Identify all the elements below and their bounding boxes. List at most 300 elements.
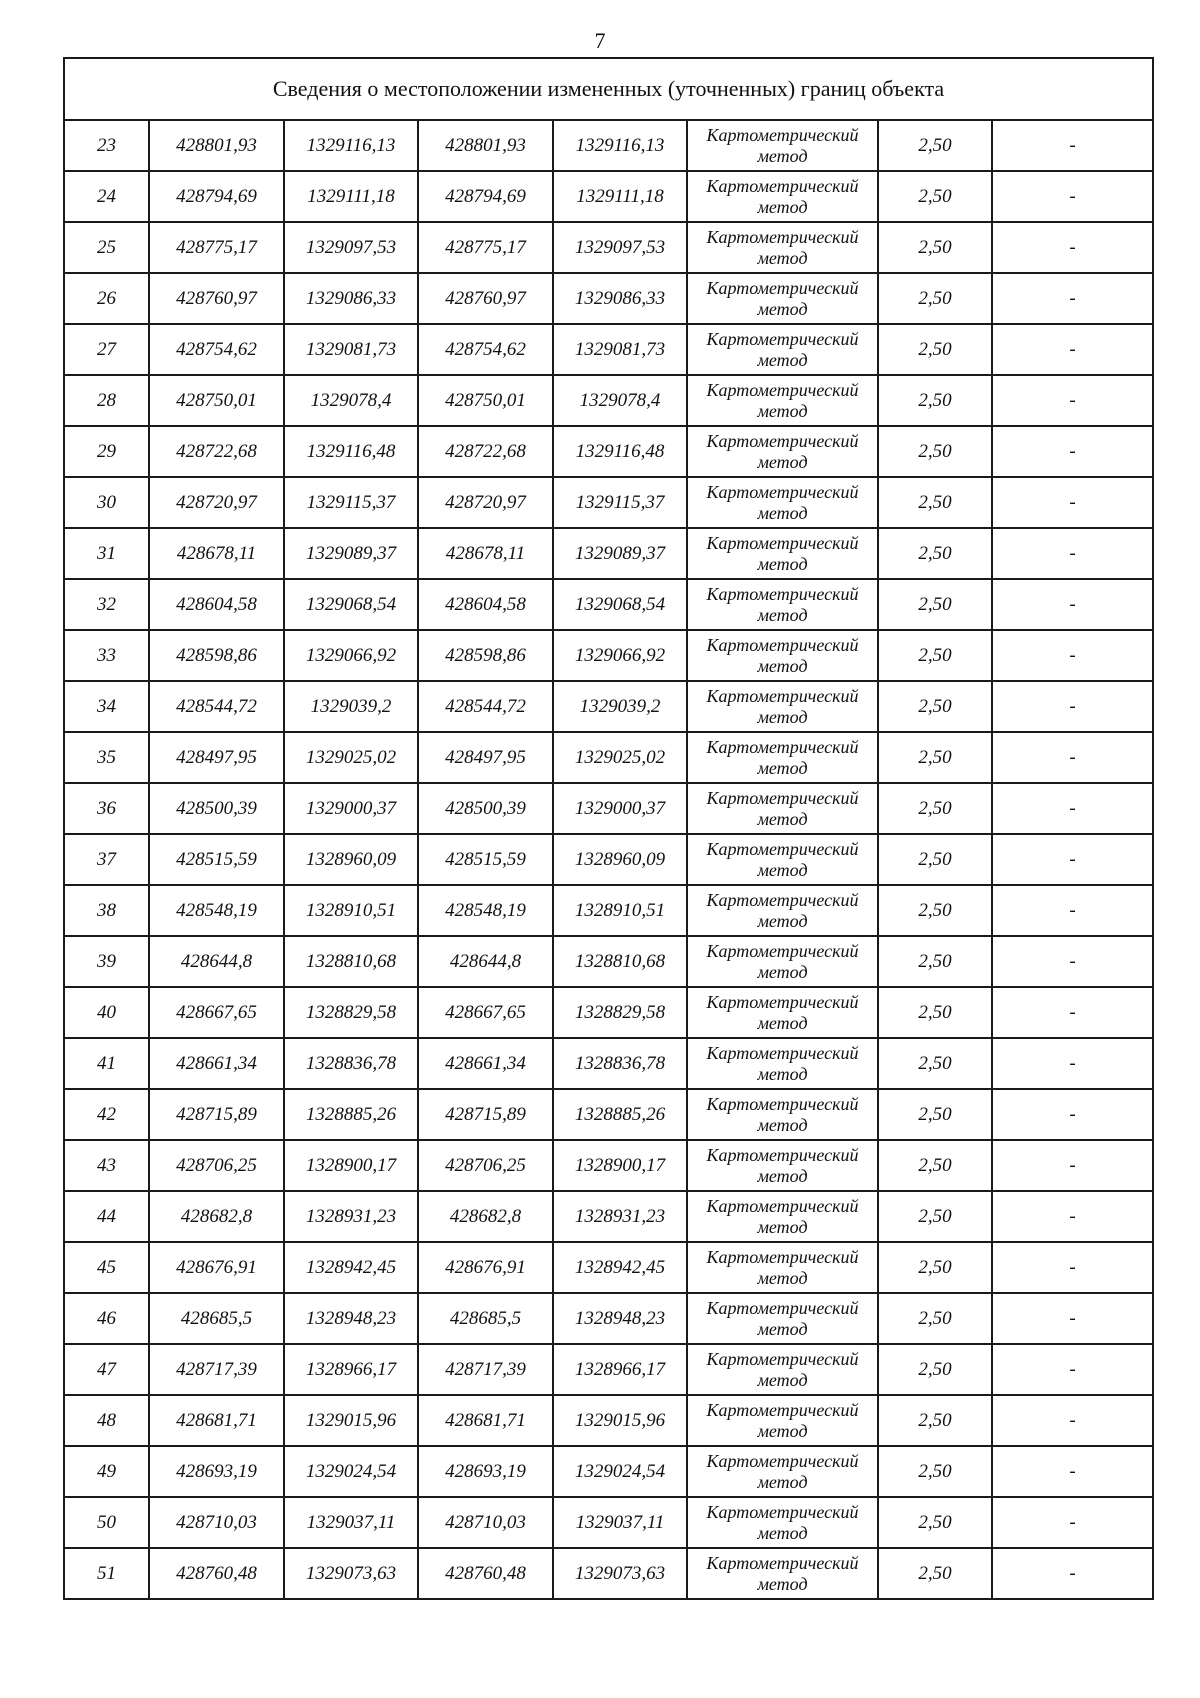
existing-y-cell: 1329097,53 bbox=[284, 222, 418, 273]
table-row bbox=[64, 1242, 1153, 1293]
note-cell: - bbox=[992, 528, 1153, 579]
note-cell: - bbox=[992, 630, 1153, 681]
table-title: Сведения о местоположении измененных (уточненных) границ объекта bbox=[64, 58, 1153, 120]
existing-x-cell: 428717,39 bbox=[149, 1344, 284, 1395]
note-cell: - bbox=[992, 477, 1153, 528]
new-x-cell: 428681,71 bbox=[418, 1395, 553, 1446]
existing-y-cell: 1328885,26 bbox=[284, 1089, 418, 1140]
existing-x-cell: 428710,03 bbox=[149, 1497, 284, 1548]
new-x-cell: 428676,91 bbox=[418, 1242, 553, 1293]
accuracy-cell: 2,50 bbox=[878, 222, 992, 273]
new-x-cell: 428667,65 bbox=[418, 987, 553, 1038]
new-x-cell: 428717,39 bbox=[418, 1344, 553, 1395]
new-x-cell: 428678,11 bbox=[418, 528, 553, 579]
note-cell: - bbox=[992, 120, 1153, 171]
accuracy-cell: 2,50 bbox=[878, 1497, 992, 1548]
new-x-cell: 428544,72 bbox=[418, 681, 553, 732]
method-cell bbox=[687, 834, 878, 885]
existing-y-cell: 1328931,23 bbox=[284, 1191, 418, 1242]
table-row bbox=[64, 579, 1153, 630]
note-cell: - bbox=[992, 783, 1153, 834]
new-x-cell: 428760,97 bbox=[418, 273, 553, 324]
accuracy-cell: 2,50 bbox=[878, 1293, 992, 1344]
accuracy-cell: 2,50 bbox=[878, 885, 992, 936]
existing-x-cell: 428754,62 bbox=[149, 324, 284, 375]
existing-x-cell: 428722,68 bbox=[149, 426, 284, 477]
existing-x-cell: 428678,11 bbox=[149, 528, 284, 579]
table-row bbox=[64, 885, 1153, 936]
method-text: Картометрический bbox=[706, 1552, 859, 1573]
method-text: Картометрический bbox=[706, 1297, 859, 1318]
table-header-row bbox=[64, 58, 1153, 120]
new-y-cell: 1329111,18 bbox=[553, 171, 687, 222]
new-y-cell: 1328900,17 bbox=[553, 1140, 687, 1191]
method-cell bbox=[687, 1242, 878, 1293]
note-cell: - bbox=[992, 324, 1153, 375]
method-text: метод bbox=[757, 706, 808, 727]
new-x-cell: 428598,86 bbox=[418, 630, 553, 681]
new-x-cell: 428720,97 bbox=[418, 477, 553, 528]
note-cell: - bbox=[992, 426, 1153, 477]
method-text: метод bbox=[757, 502, 808, 523]
new-x-cell: 428722,68 bbox=[418, 426, 553, 477]
existing-y-cell: 1329115,37 bbox=[284, 477, 418, 528]
table-row bbox=[64, 1548, 1153, 1599]
note-cell: - bbox=[992, 1344, 1153, 1395]
note-cell: - bbox=[992, 375, 1153, 426]
table-row bbox=[64, 528, 1153, 579]
table-row bbox=[64, 120, 1153, 171]
note-cell: - bbox=[992, 987, 1153, 1038]
table-body bbox=[64, 120, 1153, 1599]
existing-y-cell: 1329066,92 bbox=[284, 630, 418, 681]
new-y-cell: 1329081,73 bbox=[553, 324, 687, 375]
method-text: метод bbox=[757, 451, 808, 472]
table-row bbox=[64, 834, 1153, 885]
existing-y-cell: 1329073,63 bbox=[284, 1548, 418, 1599]
point-number-cell: 34 bbox=[64, 681, 149, 732]
method-text: метод bbox=[757, 196, 808, 217]
method-cell bbox=[687, 324, 878, 375]
method-text: метод bbox=[757, 859, 808, 880]
point-number-cell: 45 bbox=[64, 1242, 149, 1293]
existing-x-cell: 428515,59 bbox=[149, 834, 284, 885]
table-row bbox=[64, 936, 1153, 987]
note-cell: - bbox=[992, 834, 1153, 885]
existing-y-cell: 1329086,33 bbox=[284, 273, 418, 324]
method-text: метод bbox=[757, 1573, 808, 1594]
existing-y-cell: 1329089,37 bbox=[284, 528, 418, 579]
method-cell bbox=[687, 681, 878, 732]
existing-x-cell: 428720,97 bbox=[149, 477, 284, 528]
method-cell bbox=[687, 1344, 878, 1395]
method-text: Картометрический bbox=[706, 532, 859, 553]
existing-y-cell: 1329037,11 bbox=[284, 1497, 418, 1548]
new-x-cell: 428497,95 bbox=[418, 732, 553, 783]
new-y-cell: 1329116,48 bbox=[553, 426, 687, 477]
method-text: Картометрический bbox=[706, 1399, 859, 1420]
existing-x-cell: 428775,17 bbox=[149, 222, 284, 273]
table-row bbox=[64, 426, 1153, 477]
new-y-cell: 1329066,92 bbox=[553, 630, 687, 681]
existing-x-cell: 428661,34 bbox=[149, 1038, 284, 1089]
accuracy-cell: 2,50 bbox=[878, 1140, 992, 1191]
existing-x-cell: 428548,19 bbox=[149, 885, 284, 936]
note-cell: - bbox=[992, 1242, 1153, 1293]
table-row bbox=[64, 681, 1153, 732]
method-text: метод bbox=[757, 1063, 808, 1084]
point-number-cell: 42 bbox=[64, 1089, 149, 1140]
new-x-cell: 428682,8 bbox=[418, 1191, 553, 1242]
accuracy-cell: 2,50 bbox=[878, 630, 992, 681]
new-x-cell: 428685,5 bbox=[418, 1293, 553, 1344]
new-x-cell: 428710,03 bbox=[418, 1497, 553, 1548]
method-text: Картометрический bbox=[706, 328, 859, 349]
point-number-cell: 41 bbox=[64, 1038, 149, 1089]
accuracy-cell: 2,50 bbox=[878, 681, 992, 732]
point-number-cell: 26 bbox=[64, 273, 149, 324]
method-text: Картометрический bbox=[706, 1501, 859, 1522]
accuracy-cell: 2,50 bbox=[878, 477, 992, 528]
existing-y-cell: 1329081,73 bbox=[284, 324, 418, 375]
method-text: Картометрический bbox=[706, 736, 859, 757]
table-row bbox=[64, 1038, 1153, 1089]
method-text: метод bbox=[757, 808, 808, 829]
method-text: Картометрический bbox=[706, 430, 859, 451]
method-cell bbox=[687, 936, 878, 987]
method-cell bbox=[687, 375, 878, 426]
new-y-cell: 1328910,51 bbox=[553, 885, 687, 936]
new-y-cell: 1328942,45 bbox=[553, 1242, 687, 1293]
point-number-cell: 28 bbox=[64, 375, 149, 426]
accuracy-cell: 2,50 bbox=[878, 120, 992, 171]
table-row bbox=[64, 1140, 1153, 1191]
accuracy-cell: 2,50 bbox=[878, 1446, 992, 1497]
point-number-cell: 46 bbox=[64, 1293, 149, 1344]
existing-x-cell: 428760,97 bbox=[149, 273, 284, 324]
method-text: метод bbox=[757, 910, 808, 931]
existing-x-cell: 428750,01 bbox=[149, 375, 284, 426]
method-cell bbox=[687, 1293, 878, 1344]
new-x-cell: 428794,69 bbox=[418, 171, 553, 222]
existing-x-cell: 428693,19 bbox=[149, 1446, 284, 1497]
method-text: метод bbox=[757, 400, 808, 421]
existing-y-cell: 1328960,09 bbox=[284, 834, 418, 885]
note-cell: - bbox=[992, 732, 1153, 783]
accuracy-cell: 2,50 bbox=[878, 1038, 992, 1089]
method-cell bbox=[687, 171, 878, 222]
existing-y-cell: 1329039,2 bbox=[284, 681, 418, 732]
method-cell bbox=[687, 987, 878, 1038]
method-cell bbox=[687, 1038, 878, 1089]
existing-x-cell: 428497,95 bbox=[149, 732, 284, 783]
method-cell bbox=[687, 1191, 878, 1242]
method-text: метод bbox=[757, 1318, 808, 1339]
method-cell bbox=[687, 1395, 878, 1446]
new-y-cell: 1328960,09 bbox=[553, 834, 687, 885]
method-cell bbox=[687, 1497, 878, 1548]
new-x-cell: 428693,19 bbox=[418, 1446, 553, 1497]
existing-y-cell: 1328966,17 bbox=[284, 1344, 418, 1395]
method-text: Картометрический bbox=[706, 379, 859, 400]
note-cell: - bbox=[992, 222, 1153, 273]
method-text: Картометрический bbox=[706, 124, 859, 145]
existing-y-cell: 1328942,45 bbox=[284, 1242, 418, 1293]
new-y-cell: 1329115,37 bbox=[553, 477, 687, 528]
new-y-cell: 1328810,68 bbox=[553, 936, 687, 987]
existing-x-cell: 428794,69 bbox=[149, 171, 284, 222]
point-number-cell: 33 bbox=[64, 630, 149, 681]
note-cell: - bbox=[992, 936, 1153, 987]
new-y-cell: 1328948,23 bbox=[553, 1293, 687, 1344]
new-x-cell: 428644,8 bbox=[418, 936, 553, 987]
method-text: метод bbox=[757, 1420, 808, 1441]
new-y-cell: 1329078,4 bbox=[553, 375, 687, 426]
existing-x-cell: 428544,72 bbox=[149, 681, 284, 732]
point-number-cell: 48 bbox=[64, 1395, 149, 1446]
method-text: Картометрический bbox=[706, 481, 859, 502]
method-text: метод bbox=[757, 1267, 808, 1288]
method-text: метод bbox=[757, 1522, 808, 1543]
existing-x-cell: 428706,25 bbox=[149, 1140, 284, 1191]
method-cell bbox=[687, 1446, 878, 1497]
accuracy-cell: 2,50 bbox=[878, 987, 992, 1038]
method-cell bbox=[687, 273, 878, 324]
method-cell bbox=[687, 477, 878, 528]
new-y-cell: 1329037,11 bbox=[553, 1497, 687, 1548]
accuracy-cell: 2,50 bbox=[878, 783, 992, 834]
table-row bbox=[64, 1089, 1153, 1140]
new-y-cell: 1329000,37 bbox=[553, 783, 687, 834]
boundary-coordinates-table bbox=[63, 57, 1154, 1600]
method-text: Картометрический bbox=[706, 1042, 859, 1063]
method-text: метод bbox=[757, 1369, 808, 1390]
note-cell: - bbox=[992, 171, 1153, 222]
accuracy-cell: 2,50 bbox=[878, 375, 992, 426]
table-row bbox=[64, 1446, 1153, 1497]
accuracy-cell: 2,50 bbox=[878, 1344, 992, 1395]
method-text: Картометрический bbox=[706, 226, 859, 247]
accuracy-cell: 2,50 bbox=[878, 1395, 992, 1446]
method-text: метод bbox=[757, 553, 808, 574]
method-text: метод bbox=[757, 757, 808, 778]
existing-x-cell: 428801,93 bbox=[149, 120, 284, 171]
method-text: Картометрический bbox=[706, 1246, 859, 1267]
method-text: Картометрический bbox=[706, 175, 859, 196]
table-row bbox=[64, 1395, 1153, 1446]
accuracy-cell: 2,50 bbox=[878, 1548, 992, 1599]
point-number-cell: 44 bbox=[64, 1191, 149, 1242]
accuracy-cell: 2,50 bbox=[878, 171, 992, 222]
existing-x-cell: 428644,8 bbox=[149, 936, 284, 987]
method-text: метод bbox=[757, 145, 808, 166]
new-y-cell: 1329039,2 bbox=[553, 681, 687, 732]
new-y-cell: 1328885,26 bbox=[553, 1089, 687, 1140]
existing-y-cell: 1329025,02 bbox=[284, 732, 418, 783]
method-text: метод bbox=[757, 961, 808, 982]
method-text: Картометрический bbox=[706, 634, 859, 655]
method-text: Картометрический bbox=[706, 1093, 859, 1114]
point-number-cell: 29 bbox=[64, 426, 149, 477]
method-text: Картометрический bbox=[706, 583, 859, 604]
new-y-cell: 1329086,33 bbox=[553, 273, 687, 324]
note-cell: - bbox=[992, 1548, 1153, 1599]
table-row bbox=[64, 630, 1153, 681]
accuracy-cell: 2,50 bbox=[878, 324, 992, 375]
table-row bbox=[64, 273, 1153, 324]
new-x-cell: 428515,59 bbox=[418, 834, 553, 885]
method-cell bbox=[687, 885, 878, 936]
method-text: метод bbox=[757, 1165, 808, 1186]
table-row bbox=[64, 171, 1153, 222]
method-cell bbox=[687, 120, 878, 171]
accuracy-cell: 2,50 bbox=[878, 579, 992, 630]
accuracy-cell: 2,50 bbox=[878, 1242, 992, 1293]
method-text: метод bbox=[757, 604, 808, 625]
note-cell: - bbox=[992, 1191, 1153, 1242]
new-y-cell: 1329097,53 bbox=[553, 222, 687, 273]
point-number-cell: 51 bbox=[64, 1548, 149, 1599]
existing-y-cell: 1329111,18 bbox=[284, 171, 418, 222]
point-number-cell: 24 bbox=[64, 171, 149, 222]
new-y-cell: 1329073,63 bbox=[553, 1548, 687, 1599]
point-number-cell: 32 bbox=[64, 579, 149, 630]
point-number-cell: 25 bbox=[64, 222, 149, 273]
method-cell bbox=[687, 222, 878, 273]
method-cell bbox=[687, 1140, 878, 1191]
table-row bbox=[64, 477, 1153, 528]
new-y-cell: 1328829,58 bbox=[553, 987, 687, 1038]
method-text: метод bbox=[757, 298, 808, 319]
existing-x-cell: 428682,8 bbox=[149, 1191, 284, 1242]
accuracy-cell: 2,50 bbox=[878, 834, 992, 885]
new-x-cell: 428801,93 bbox=[418, 120, 553, 171]
point-number-cell: 36 bbox=[64, 783, 149, 834]
table-row bbox=[64, 1293, 1153, 1344]
note-cell: - bbox=[992, 579, 1153, 630]
new-y-cell: 1328836,78 bbox=[553, 1038, 687, 1089]
method-text: Картометрический bbox=[706, 685, 859, 706]
note-cell: - bbox=[992, 1038, 1153, 1089]
point-number-cell: 40 bbox=[64, 987, 149, 1038]
existing-x-cell: 428760,48 bbox=[149, 1548, 284, 1599]
existing-x-cell: 428715,89 bbox=[149, 1089, 284, 1140]
method-cell bbox=[687, 732, 878, 783]
method-text: метод bbox=[757, 1114, 808, 1135]
existing-x-cell: 428681,71 bbox=[149, 1395, 284, 1446]
existing-y-cell: 1328910,51 bbox=[284, 885, 418, 936]
existing-y-cell: 1328836,78 bbox=[284, 1038, 418, 1089]
table-row bbox=[64, 324, 1153, 375]
accuracy-cell: 2,50 bbox=[878, 936, 992, 987]
method-text: метод bbox=[757, 247, 808, 268]
existing-y-cell: 1329116,13 bbox=[284, 120, 418, 171]
point-number-cell: 37 bbox=[64, 834, 149, 885]
method-text: Картометрический bbox=[706, 991, 859, 1012]
existing-x-cell: 428604,58 bbox=[149, 579, 284, 630]
method-text: Картометрический bbox=[706, 940, 859, 961]
new-x-cell: 428706,25 bbox=[418, 1140, 553, 1191]
point-number-cell: 38 bbox=[64, 885, 149, 936]
method-text: Картометрический bbox=[706, 889, 859, 910]
note-cell: - bbox=[992, 681, 1153, 732]
note-cell: - bbox=[992, 1089, 1153, 1140]
point-number-cell: 49 bbox=[64, 1446, 149, 1497]
new-y-cell: 1329068,54 bbox=[553, 579, 687, 630]
new-x-cell: 428775,17 bbox=[418, 222, 553, 273]
existing-y-cell: 1329078,4 bbox=[284, 375, 418, 426]
accuracy-cell: 2,50 bbox=[878, 1191, 992, 1242]
table-row bbox=[64, 375, 1153, 426]
method-text: Картометрический bbox=[706, 1144, 859, 1165]
table-row bbox=[64, 783, 1153, 834]
method-text: метод bbox=[757, 1012, 808, 1033]
note-cell: - bbox=[992, 1446, 1153, 1497]
existing-x-cell: 428500,39 bbox=[149, 783, 284, 834]
existing-y-cell: 1328829,58 bbox=[284, 987, 418, 1038]
accuracy-cell: 2,50 bbox=[878, 1089, 992, 1140]
method-text: Картометрический bbox=[706, 838, 859, 859]
method-text: Картометрический bbox=[706, 1348, 859, 1369]
point-number-cell: 47 bbox=[64, 1344, 149, 1395]
new-x-cell: 428760,48 bbox=[418, 1548, 553, 1599]
point-number-cell: 35 bbox=[64, 732, 149, 783]
method-text: метод bbox=[757, 1471, 808, 1492]
table-row bbox=[64, 732, 1153, 783]
accuracy-cell: 2,50 bbox=[878, 273, 992, 324]
method-cell bbox=[687, 783, 878, 834]
existing-y-cell: 1329015,96 bbox=[284, 1395, 418, 1446]
new-y-cell: 1328931,23 bbox=[553, 1191, 687, 1242]
new-y-cell: 1329015,96 bbox=[553, 1395, 687, 1446]
existing-y-cell: 1328948,23 bbox=[284, 1293, 418, 1344]
new-y-cell: 1329025,02 bbox=[553, 732, 687, 783]
new-x-cell: 428754,62 bbox=[418, 324, 553, 375]
point-number-cell: 43 bbox=[64, 1140, 149, 1191]
point-number-cell: 30 bbox=[64, 477, 149, 528]
new-x-cell: 428604,58 bbox=[418, 579, 553, 630]
point-number-cell: 50 bbox=[64, 1497, 149, 1548]
note-cell: - bbox=[992, 1497, 1153, 1548]
method-text: Картометрический bbox=[706, 787, 859, 808]
method-cell bbox=[687, 630, 878, 681]
existing-x-cell: 428667,65 bbox=[149, 987, 284, 1038]
accuracy-cell: 2,50 bbox=[878, 528, 992, 579]
method-text: метод bbox=[757, 1216, 808, 1237]
existing-x-cell: 428685,5 bbox=[149, 1293, 284, 1344]
method-cell bbox=[687, 1089, 878, 1140]
new-y-cell: 1329089,37 bbox=[553, 528, 687, 579]
method-text: метод bbox=[757, 349, 808, 370]
accuracy-cell: 2,50 bbox=[878, 426, 992, 477]
page-number: 7 bbox=[594, 28, 606, 53]
point-number-cell: 39 bbox=[64, 936, 149, 987]
existing-x-cell: 428676,91 bbox=[149, 1242, 284, 1293]
point-number-cell: 31 bbox=[64, 528, 149, 579]
existing-y-cell: 1329024,54 bbox=[284, 1446, 418, 1497]
note-cell: - bbox=[992, 885, 1153, 936]
method-text: Картометрический bbox=[706, 1450, 859, 1471]
note-cell: - bbox=[992, 1293, 1153, 1344]
existing-y-cell: 1328900,17 bbox=[284, 1140, 418, 1191]
method-cell bbox=[687, 426, 878, 477]
new-y-cell: 1329116,13 bbox=[553, 120, 687, 171]
method-cell bbox=[687, 579, 878, 630]
table-row bbox=[64, 987, 1153, 1038]
accuracy-cell: 2,50 bbox=[878, 732, 992, 783]
new-x-cell: 428715,89 bbox=[418, 1089, 553, 1140]
point-number-cell: 23 bbox=[64, 120, 149, 171]
